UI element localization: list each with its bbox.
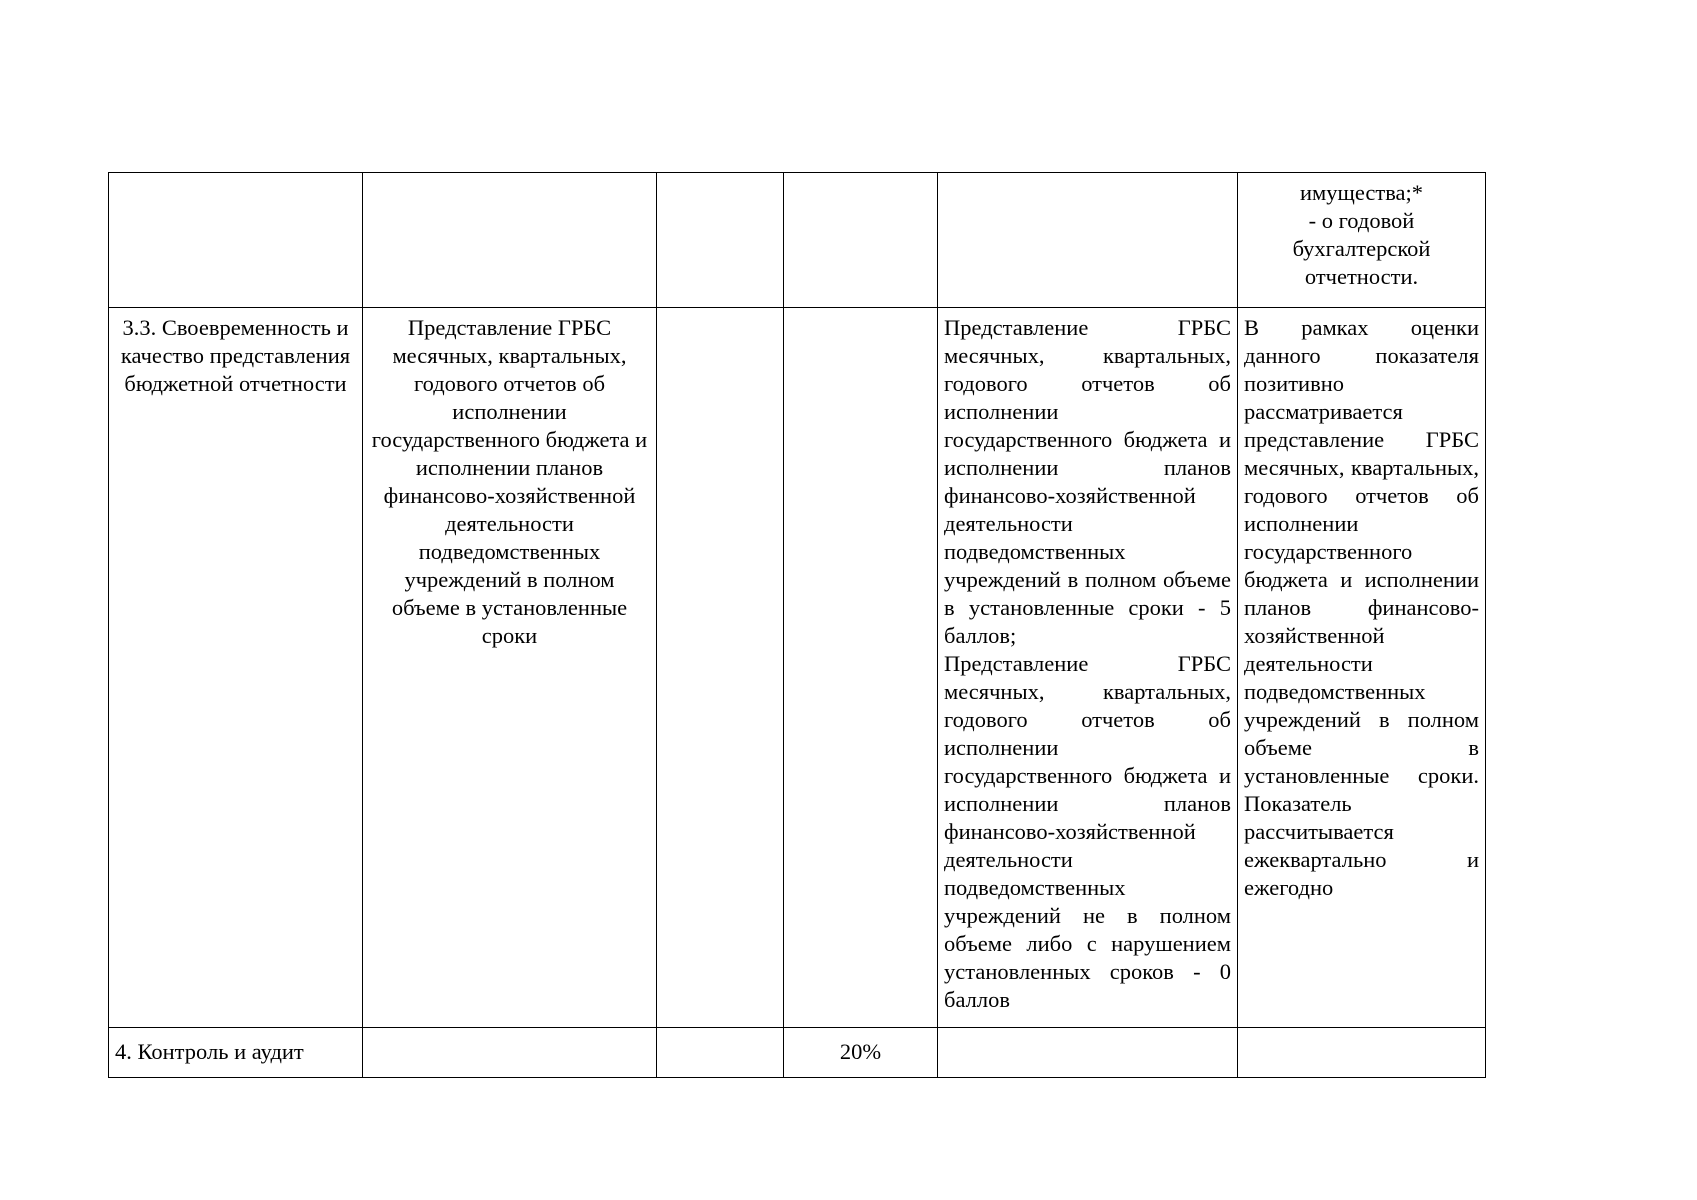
cell-empty [363,173,657,308]
table-row-4 [109,1028,1486,1078]
cell-empty [109,173,363,308]
cell-comment-3-3 [1238,308,1486,1028]
cell-empty [938,1028,1238,1078]
scoring-option-5-points: Представление ГРБС месячных, квартальных, годового отчетов об исполнении государственного бюджета и исполнении планов финансово-хозяйственной деятельности подведомственных учреждений в полном объеме в установленные сроки - 5 баллов; [944,315,1231,648]
table-row-continuation [109,173,1486,308]
text-line: имущества;* [1299,180,1424,205]
cell-empty [657,1028,784,1078]
evaluation-table [108,172,1486,1078]
cell-empty [938,173,1238,308]
cell-indicator-3-3: 3.3. Своевременность и качество представления бюджетной отчетности [109,308,363,1028]
text-line: бухгалтерской [1292,236,1431,261]
table-row-3-3 [109,308,1486,1028]
comment-text: В рамках оценки данного показателя позитивно рассматривается представление ГРБС месячных, квартальных, годового отчетов об исполнении государственного бюджета и исполнении планов финансово-хозяйственной деятельности подведомственных учреждений в полном объеме в установленные сроки. Показатель рассчитывается ежеквартально и ежегодно [1244,315,1479,900]
cell-indicator-4: 4. Контроль и аудит [109,1028,363,1078]
cell-empty [784,173,938,308]
cell-weight-4: 20% [784,1028,938,1078]
cell-scoring-3-3 [938,308,1238,1028]
cell-empty [657,308,784,1028]
cell-description-3-3: Представление ГРБС месячных, квартальных, годового отчетов об исполнении государственного бюджета и исполнении планов финансово-хозяйственной деятельности подведомственных учреждений в полном объеме в установленные сроки [363,308,657,1028]
cell-empty [1238,1028,1486,1078]
scoring-option-0-points: Представление ГРБС месячных, квартальных, годового отчетов об исполнении государственного бюджета и исполнении планов финансово-хозяйственной деятельности подведомственных учреждений не в полном объеме либо с нарушением установленных сроков - 0 баллов [944,651,1231,1012]
text-line: - о годовой [1308,208,1415,233]
cell-empty [657,173,784,308]
text-line: отчетности. [1304,264,1419,289]
cell-empty [363,1028,657,1078]
cell-continuation-text [1238,173,1486,308]
cell-empty [784,308,938,1028]
